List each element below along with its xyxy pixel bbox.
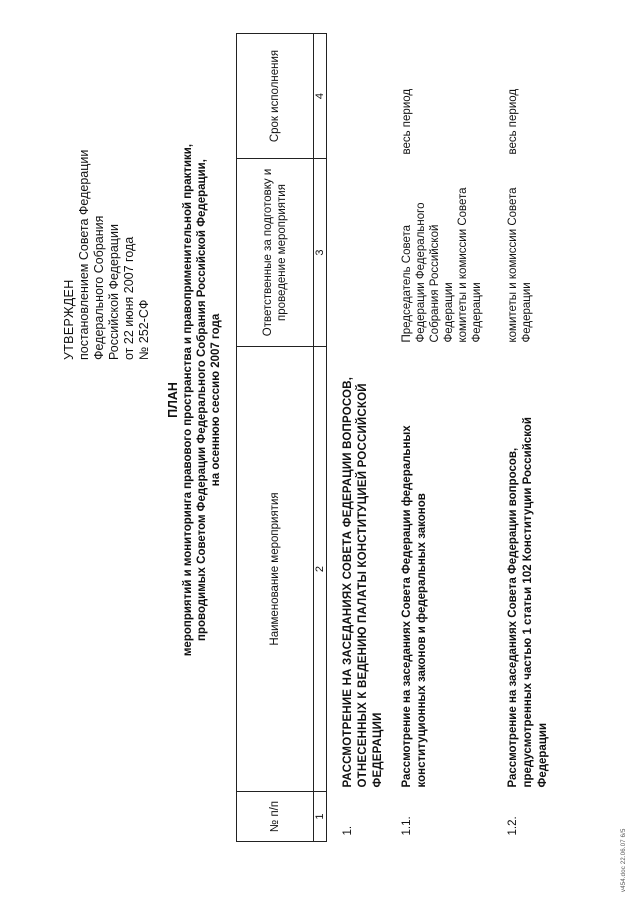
- title-plan: ПЛАН: [166, 382, 180, 418]
- row-name: Рассмотрение на заседаниях Совета Федерации федеральных конституционных законов и федеральных законов: [401, 425, 428, 788]
- header-name: Наименование мероприятия: [237, 347, 314, 792]
- document-title: [166, 130, 223, 670]
- row-term: весь период: [401, 88, 413, 155]
- approval-line: Российской Федерации: [107, 224, 121, 360]
- header-index: 2: [314, 347, 327, 792]
- plan-table: [236, 34, 555, 842]
- approval-line: от 22 июня 2007 года: [122, 236, 136, 360]
- header-index: 4: [314, 34, 327, 159]
- approval-line: постановлением Совета Федерации: [77, 149, 91, 360]
- header-number: № п/п: [237, 792, 314, 842]
- row-number: 1.: [342, 825, 354, 836]
- approval-line: № 252-СФ: [137, 299, 151, 360]
- row-name: РАССМОТРЕНИЕ НА ЗАСЕДАНИЯХ СОВЕТА ФЕДЕРАЦИИ ВОПРОСОВ, ОТНЕСЕННЫХ К ВЕДЕНИЮ ПАЛАТЫ КОНСТИТУЦИЕЙ РОССИЙСКОЙ ФЕДЕРАЦИИ: [342, 376, 384, 788]
- row-responsible: Председатель Совета Федерации Федерального Собрания Российской Федерации комитеты и комиссии Совета Федерации: [401, 187, 483, 343]
- table-row: [327, 34, 391, 842]
- row-number: 1.2.: [507, 816, 519, 836]
- title-line: на осеннюю сессию 2007 года: [210, 313, 222, 487]
- title-line: мероприятий и мониторинга правового пространства и правоприменительной практики,: [182, 143, 194, 657]
- approval-line: Федерального Собрания: [92, 215, 106, 360]
- header-term: Срок исполнения: [237, 34, 314, 159]
- row-responsible: комитеты и комиссии Совета Федерации: [507, 187, 533, 343]
- row-responsible: [327, 159, 391, 347]
- row-name: Рассмотрение на заседаниях Совета Федерации вопросов, предусмотренных частью 1 статьи 102 Конституции Российской Федерации: [507, 417, 549, 788]
- row-term: весь период: [507, 88, 519, 155]
- table-row: [488, 34, 555, 842]
- header-index: 1: [314, 792, 327, 842]
- table-row: [390, 34, 488, 842]
- row-number: 1.1.: [401, 816, 413, 836]
- title-line: проводимых Советом Федерации Федерального Собрания Российской Федерации,: [196, 159, 208, 641]
- approval-heading: УТВЕРЖДЕН: [62, 279, 76, 360]
- file-footer: v454.doc 22.06.07 6/5: [621, 828, 627, 892]
- header-index: 3: [314, 159, 327, 347]
- header-responsible: Ответственные за подготовку и проведение мероприятия: [237, 159, 314, 347]
- row-term: [327, 34, 391, 159]
- approval-stamp: [62, 60, 152, 360]
